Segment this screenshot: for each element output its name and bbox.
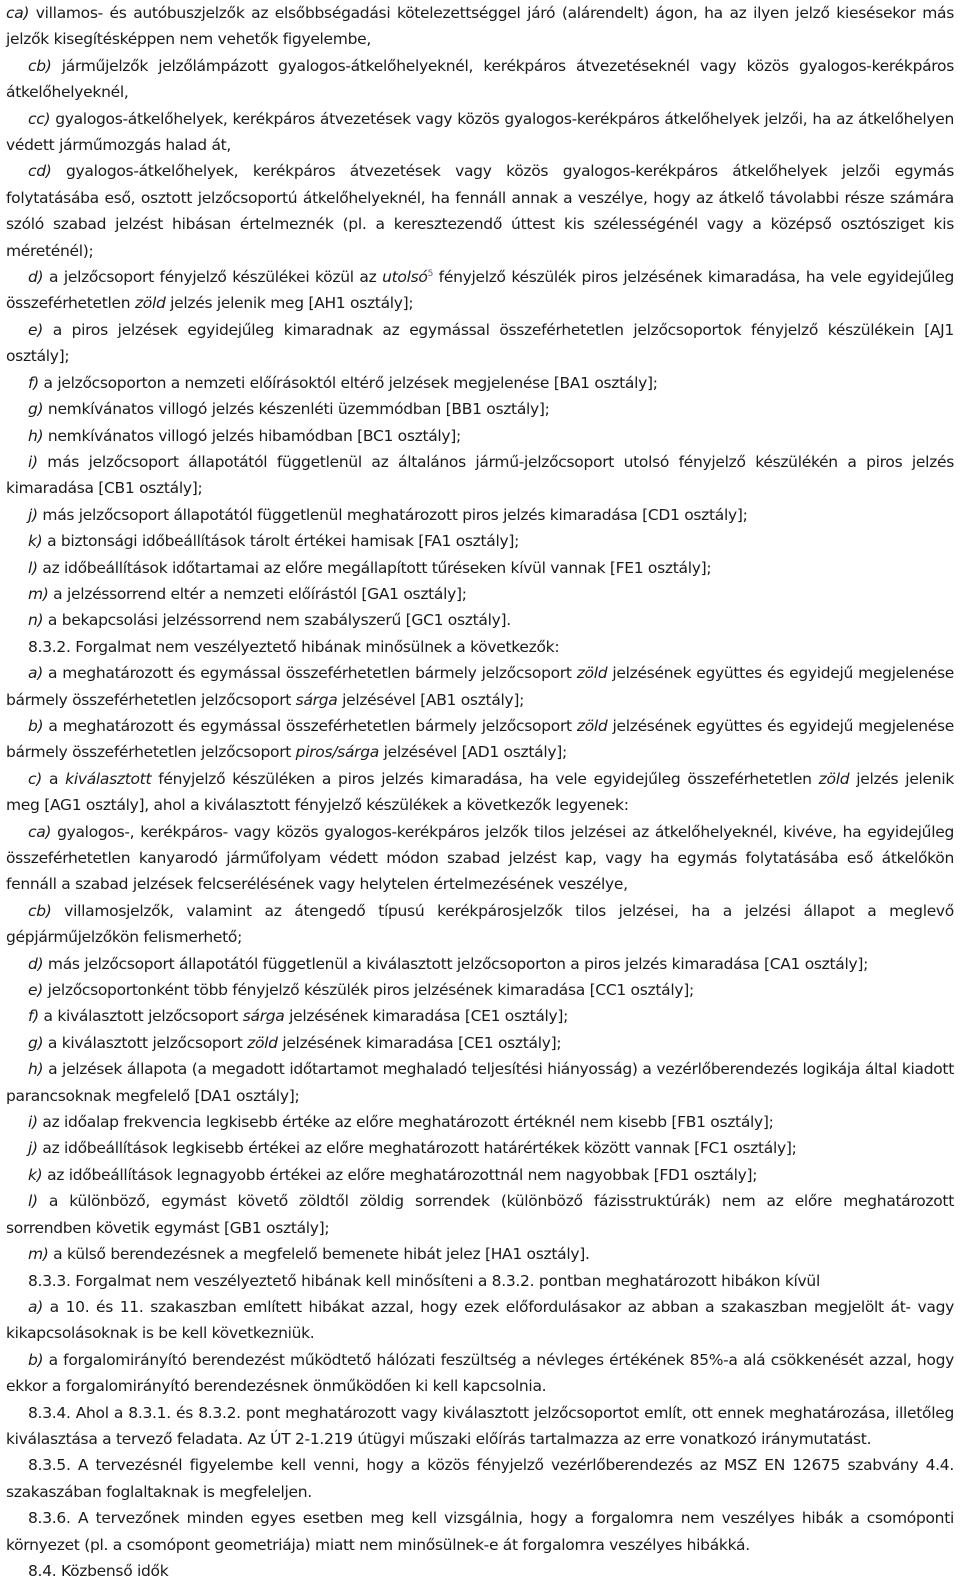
paragraph xyxy=(6,1109,954,1135)
item-label: g) xyxy=(28,1033,44,1052)
text-run: jelzésének kimaradása [CE1 osztály]; xyxy=(284,1007,569,1026)
emphasis: utolsó xyxy=(382,268,428,287)
item-label: m) xyxy=(28,1245,49,1264)
item-label: e) xyxy=(28,320,43,339)
paragraph xyxy=(6,1003,954,1029)
item-label: n) xyxy=(28,611,44,630)
paragraph xyxy=(6,581,954,607)
item-label: b) xyxy=(28,716,44,735)
text-run: a meghatározott és egymással összeférhetetlen bármely jelzőcsoport xyxy=(43,716,577,735)
text-run: a kiválasztott jelzőcsoport xyxy=(38,1007,243,1026)
text-run: villamosjelzők, valamint az átengedő típusú kerékpárosjelzők tilos jelzései, ha a jelzési állapot a meglevő gépjárműjelzőkön felismerhető; xyxy=(6,901,954,947)
text-run: a jelzéssorrend eltér a nemzeti előírástól [GA1 osztály]; xyxy=(48,584,467,603)
paragraph xyxy=(6,264,954,317)
emphasis: zöld xyxy=(247,1033,278,1052)
text-run: a különböző, egymást követő zöldtől zöldig sorrendek (különböző fázisstruktúrák) nem az előre meghatározott sorrendben követik egymást [GB1 osztály]; xyxy=(6,1192,954,1237)
item-label: l) xyxy=(28,1192,38,1211)
text-run: 8.3.3. Forgalmat nem veszélyeztető hibának kell minősíteni a 8.3.2. pontban meghatározott hibákon kívül xyxy=(28,1271,820,1290)
paragraph xyxy=(6,766,954,819)
item-label: e) xyxy=(28,981,43,1000)
paragraph xyxy=(6,1558,954,1584)
item-label: m) xyxy=(28,584,49,603)
text-run: jelzésének együttes és egyidejű megjelenése bármely összeférhetetlen jelzőcsoport xyxy=(6,664,954,709)
text-run: villamos- és autóbuszjelzők az elsőbbségadási kötelezettséggel járó (alárendelt) ágon, ha az ilyen jelző kiesésekor más jelzők kisegítésképpen nem vehetők figyelembe, xyxy=(6,4,954,49)
text-run: jelzésével [AB1 osztály]; xyxy=(337,690,525,709)
document-body xyxy=(6,0,954,1584)
paragraph xyxy=(6,977,954,1003)
paragraph xyxy=(6,317,954,370)
text-run: a bekapcsolási jelzéssorrend nem szabályszerű [GC1 osztály]. xyxy=(43,611,511,630)
text-run: a külső berendezésnek a megfelelő bemenete hibát jelez [HA1 osztály]. xyxy=(48,1245,590,1264)
text-run: a piros jelzések egyidejűleg kimaradnak az egymással összeférhetetlen jelzőcsoportok fényjelző készülékein [AJ1 osztály]; xyxy=(6,320,954,366)
paragraph xyxy=(6,660,954,713)
item-label: cc) xyxy=(28,109,51,128)
item-label: d) xyxy=(28,954,44,973)
paragraph xyxy=(6,423,954,449)
paragraph xyxy=(6,502,954,528)
item-label: cd) xyxy=(28,162,52,181)
paragraph xyxy=(6,1452,954,1505)
text-run: más jelzőcsoport állapotától függetlenül meghatározott piros jelzés kimaradása [CD1 osztály]; xyxy=(37,505,748,524)
emphasis: piros/sárga xyxy=(295,743,379,762)
text-run: jelzés jelenik meg [AG1 osztály], ahol a kiválasztott fényjelző készülékek a következők legyenek: xyxy=(6,769,955,815)
text-run: a meghatározott és egymással összeférhetetlen bármely jelzőcsoport xyxy=(42,664,577,683)
text-run: gyalogos-átkelőhelyek, kerékpáros átvezetések vagy közös gyalogos-kerékpáros átkelőhelyek jelzői egymás folytatásába eső, osztott jelzőcsoportú átkelőhelyeknél, ha fennáll annak a veszélye, hogy az átkelő távolabbi része számára szóló szabad jelzést hibásan értelmeznék (pl. a keresztezendő úttest kis szélességénél vagy a középső osztósziget kis méreténél); xyxy=(6,162,954,260)
paragraph xyxy=(6,713,954,766)
paragraph xyxy=(6,449,954,502)
emphasis: sárga xyxy=(242,1007,285,1026)
text-run: a 10. és 11. szakaszban említett hibákat azzal, hogy ezek előfordulásakor az abban a szakaszban megjelölt át- vagy kikapcsolásoknak is be kell következniük. xyxy=(6,1297,954,1343)
paragraph xyxy=(6,634,954,660)
emphasis: zöld xyxy=(818,769,850,788)
text-run: jelzésének kimaradása [CE1 osztály]; xyxy=(277,1033,562,1052)
paragraph xyxy=(6,0,954,53)
footnote-ref: 5 xyxy=(427,268,433,279)
text-run: 8.3.4. Ahol a 8.3.1. és 8.3.2. pont meghatározott vagy kiválasztott jelzőcsoportot említ, ott ennek meghatározása, illetőleg kiválasztása a tervező feladata. Az ÚT 2-1.219 útügyi műszaki előírás tartalmazza az erre vonatkozó iránymutatást. xyxy=(6,1403,954,1448)
item-label: d) xyxy=(28,268,44,287)
text-run: fényjelző készülék piros jelzésének kimaradása, ha vele egyidejűleg összeférhetetlen xyxy=(6,268,954,313)
paragraph xyxy=(6,396,954,422)
text-run: a jelzőcsoporton a nemzeti előírásoktól eltérő jelzések megjelenése [BA1 osztály]; xyxy=(38,373,658,392)
item-label: i) xyxy=(28,1113,38,1132)
text-run: 8.3.2. Forgalmat nem veszélyeztető hibának minősülnek a következők: xyxy=(28,637,560,656)
paragraph xyxy=(6,819,954,898)
text-run: más jelzőcsoport állapotától függetlenül az általános jármű-jelzőcsoport utolsó fényjelző készülékén a piros jelzés kimaradása [CB1 osztály]; xyxy=(6,452,954,498)
item-label: b) xyxy=(28,1350,44,1369)
emphasis: zöld xyxy=(134,294,166,313)
item-label: a) xyxy=(28,1297,43,1316)
emphasis: sárga xyxy=(295,690,338,709)
paragraph xyxy=(6,370,954,396)
text-run: az időbeállítások legnagyobb értékei az előre meghatározottnál nem nagyobbak [FD1 osztály]; xyxy=(42,1165,758,1184)
text-run: a kiválasztott jelzőcsoport xyxy=(43,1033,248,1052)
item-label: i) xyxy=(28,452,38,471)
emphasis: kiválasztott xyxy=(65,769,152,788)
text-run: jelzés jelenik meg [AH1 osztály]; xyxy=(165,294,414,313)
text-run: 8.3.6. A tervezőnek minden egyes esetben meg kell vizsgálnia, hogy a forgalomra nem veszélyes hibák a csomóponti környezet (pl. a csomópont geometriája) miatt nem minősülnek-e át forgalomra veszélyes hibákká. xyxy=(6,1509,954,1554)
paragraph xyxy=(6,951,954,977)
text-run: a xyxy=(41,769,66,788)
text-run: az időbeállítások időtartamai az előre megállapított tűréseken kívül vannak [FE1 osztály]; xyxy=(37,558,712,577)
item-label: j) xyxy=(28,505,38,524)
text-run: a jelzőcsoport fényjelző készülékei közül az xyxy=(43,268,383,287)
item-label: f) xyxy=(28,373,39,392)
item-label: ca) xyxy=(28,822,52,841)
paragraph xyxy=(6,1188,954,1241)
paragraph xyxy=(6,1030,954,1056)
text-run: az időbeállítások legkisebb értékei az előre meghatározott határértékek között vannak [FC1 osztály]; xyxy=(37,1139,797,1158)
text-run: 8.3.5. A tervezésnél figyelembe kell venni, hogy a közös fényjelző vezérlőberendezés az MSZ EN 12675 szabvány 4.4. szakaszában foglaltaknak is megfeleljen. xyxy=(6,1456,954,1501)
item-label: k) xyxy=(28,1165,43,1184)
emphasis: zöld xyxy=(576,716,608,735)
text-run: a jelzések állapota (a megadott időtartamot meghaladó teljesítési hiányosság) a vezérlőberendezés logikája által kiadott parancsoknak megfelelő [DA1 osztály]; xyxy=(6,1060,954,1105)
paragraph xyxy=(6,1400,954,1453)
text-run: jelzésének együttes és egyidejű megjelenése bármely összeférhetetlen jelzőcsoport xyxy=(6,716,954,762)
text-run: jelzésével [AD1 osztály]; xyxy=(378,743,567,762)
item-label: cb) xyxy=(28,56,52,75)
text-run: más jelzőcsoport állapotától függetlenül a kiválasztott jelzőcsoporton a piros jelzés kimaradása [CA1 osztály]; xyxy=(43,954,869,973)
paragraph xyxy=(6,528,954,554)
text-run: gyalogos-átkelőhelyek, kerékpáros átvezetések vagy közös gyalogos-kerékpáros átkelőhelyek jelzői, ha az átkelőhelyen védett járműmozgás halad át, xyxy=(6,109,954,155)
emphasis: zöld xyxy=(576,664,608,683)
paragraph xyxy=(6,1135,954,1161)
paragraph xyxy=(6,1268,954,1294)
paragraph xyxy=(6,106,954,159)
item-label: a) xyxy=(28,664,43,683)
paragraph xyxy=(6,158,954,264)
paragraph xyxy=(6,1294,954,1347)
text-run: a forgalomirányító berendezést működtető hálózati feszültség a névleges értékének 85%-a alá csökkenését azzal, hogy ekkor a forgalomirányító berendezésnek önműködően ki kell kapcsolnia. xyxy=(6,1350,954,1396)
text-run: fényjelző készüléken a piros jelzés kimaradása, ha vele egyidejűleg összeférhetetlen xyxy=(151,769,819,788)
item-label: cb) xyxy=(28,901,52,920)
text-run: járműjelzők jelzőlámpázott gyalogos-átkelőhelyeknél, kerékpáros átvezetéseknél vagy közös gyalogos-kerékpáros átkelőhelyeknél, xyxy=(6,56,954,102)
paragraph xyxy=(6,53,954,106)
text-run: 8.4. Közbenső idők xyxy=(28,1561,169,1580)
text-run: nemkívánatos villogó jelzés készenléti üzemmódban [BB1 osztály]; xyxy=(43,400,550,419)
item-label: h) xyxy=(28,426,44,445)
text-run: jelzőcsoportonként több fényjelző készülék piros jelzésének kimaradása [CC1 osztály]; xyxy=(42,981,694,1000)
item-label: ca) xyxy=(6,4,30,22)
item-label: k) xyxy=(28,532,43,551)
paragraph xyxy=(6,1347,954,1400)
paragraph xyxy=(6,555,954,581)
paragraph xyxy=(6,607,954,633)
item-label: c) xyxy=(28,769,42,788)
text-run: az időalap frekvencia legkisebb értéke az előre meghatározott értéknél nem kisebb [FB1 osztály]; xyxy=(37,1113,774,1132)
item-label: j) xyxy=(28,1139,38,1158)
paragraph xyxy=(6,1241,954,1267)
item-label: h) xyxy=(28,1060,44,1079)
text-run: nemkívánatos villogó jelzés hibamódban [BC1 osztály]; xyxy=(43,426,461,445)
item-label: l) xyxy=(28,558,38,577)
item-label: g) xyxy=(28,400,44,419)
paragraph xyxy=(6,1056,954,1109)
paragraph xyxy=(6,1505,954,1558)
text-run: gyalogos-, kerékpáros- vagy közös gyalogos-kerékpáros jelzők tilos jelzései az átkelőhelyeknél, kivéve, ha egyidejűleg összeférhetetlen kanyarodó járműfolyam védett módon szabad jelzést kap, vagy ha egymás folytatásába eső átkelőkön fennáll a szabad jelzések felcserélésének vagy helytelen értelmezésének veszélye, xyxy=(6,822,954,894)
text-run: a biztonsági időbeállítások tárolt értékei hamisak [FA1 osztály]; xyxy=(42,532,520,551)
paragraph xyxy=(6,898,954,951)
paragraph xyxy=(6,1162,954,1188)
item-label: f) xyxy=(28,1007,39,1026)
